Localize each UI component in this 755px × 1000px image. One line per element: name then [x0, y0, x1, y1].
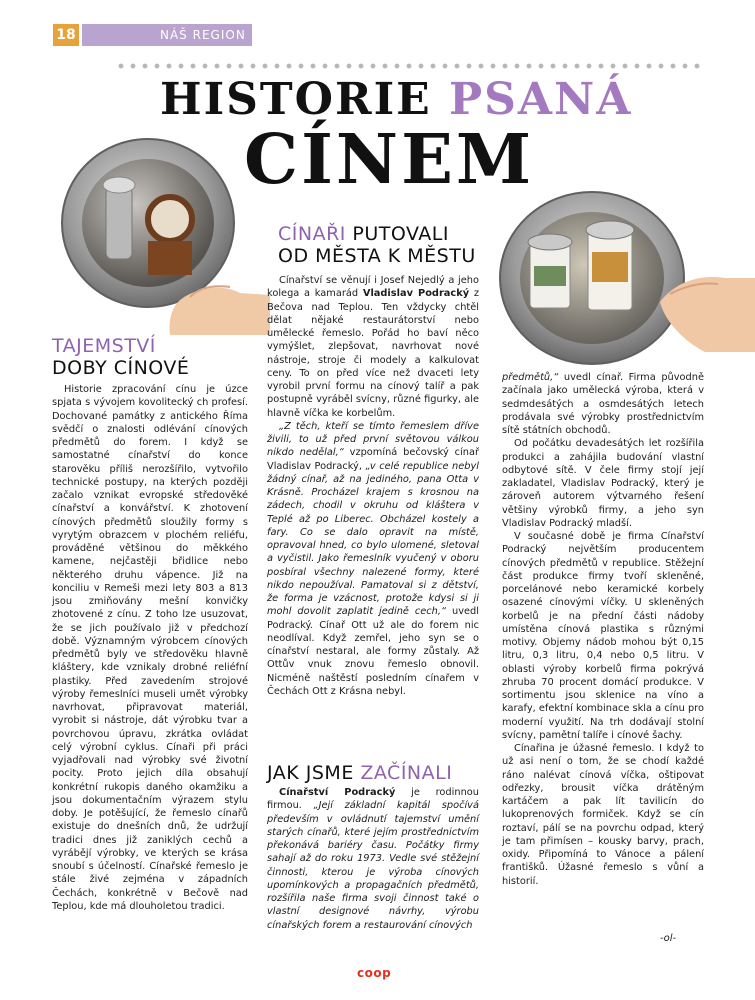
- text-run: uvedl cínař. Firma původně začínala jako umělecká výroba, která v sedmdesátých a osmdesátých letech prodávala své výrobky prostřednictvím sítě státních obchodů.: [502, 372, 704, 436]
- author-signature: -ol-: [660, 933, 677, 944]
- title-line-1: [160, 74, 633, 125]
- column-right-text: [502, 371, 704, 888]
- heading-doby-cinove: [52, 357, 189, 379]
- name-cinarstvi-podracky: Cínařství Podracký: [279, 787, 396, 798]
- paragraph: V současné době je firma Cínařství Podracký největším producentem cínových předmětů v republice. Stěžejní část produkce firmy tvoří skleněné, porcelánové nebo keramické korbely osazené cínovými víčky. U skleněných korbelů je na přední části nádoby umístěna cínová plastika s různými motivy. Objemy nádob mohou být 0,15 litru, 0,3 litru, 0,4 nebo 0,5 litru. V oblasti výroby korbelů firma pokrývá zhruba 70 procent domácí produkce. V sortimentu jsou sklenice na víno a karafy, efektní kombinace skla a cínu pro moderní využití. Na trh dodávají stolní svícny, pamětní talíře i cínové šachy.: [502, 531, 704, 741]
- paragraph: [502, 371, 704, 437]
- paragraph: [267, 420, 479, 698]
- heading-jak-jsme-black: JAK JSME: [267, 762, 361, 784]
- heading-od-mesta-black: OD MĚSTA K MĚSTU: [278, 245, 476, 267]
- heading-od-mesta: [278, 245, 476, 267]
- heading-tajemstvi: [52, 335, 156, 357]
- text-run: je rodinnou firmou.: [267, 787, 479, 812]
- quote-run: předmětů,“: [502, 372, 559, 383]
- heading-jak-jsme-zacinali: [267, 762, 452, 784]
- column-middle-text: [267, 274, 479, 698]
- heading-putovali-black: PUTOVALI: [345, 223, 449, 245]
- section-label: NÁŠ REGION: [82, 24, 252, 46]
- text-run: uvedl Podracký. Cínař Ott už ale do forem nic neodlíval. Když zemřel, jeho syn se o cínařství nestaral, ale formy zůstaly. Až Ottův vnuk znovu řemeslo obnovil. Nicméně naštěstí posledním cínařem v Čechách Ott z Krásna nebyl.: [267, 606, 479, 697]
- page-number: 18: [53, 24, 79, 46]
- heading-cinari-purple: CÍNAŘI: [278, 223, 346, 245]
- photo-pewter-plate-right: [490, 182, 755, 372]
- column-left-text: [52, 383, 248, 913]
- text-run: vzpomíná bečovský cínař Vladislav Podracký,: [267, 447, 479, 472]
- paragraph: Od počátku devadesátých let rozšířila produkci a zahájila budování vlastní odbytové sítě. V čele firmy stojí její zakladatel, Vladislav Podracký, který je zároveň autorem výtvarného řešení většiny výrobků firmy, a jeho syn Vladislav Podracký mladší.: [502, 438, 704, 529]
- paragraph: Historie zpracování cínu je úzce spjata s vývojem kovolitecký ch profesí. Dochované památky z antického Říma svědčí o znalosti odlévání cínových předmětů do forem. I když se samostatné cínařství do konce starověku příliš nerozšířilo, vytvořilo technické postupy, na kterých později začalo vznikat evropské středověké cínařství a konvářství. K zhotovení cínových předmětů sloužily formy s vyrytým obrazcem v plochém reliéfu, prováděné většinou do měkkého kamene, nejčastěji břidlice nebo některého druhu vápence. Již na konciliu v Remeši mezi lety 803 a 813 jsou zmiňovány mešní konvičky zhotovené z cínu. Z toho lze usuzovat, že se jich používalo již v předchozí době. Významným výrobcem cínových předmětů byly ve středověku hlavně kláštery, kde vznikaly drobné reliéfní plastiky. Před zavedením strojové výroby řemeslníci museli umět výrobky navrhovat, připravovat materiál, vyrobit si nástroje, dát výrobku tvar a povrchovou úpravu, zkrátka ovládat celý výrobní cyklus. Cínaři při práci vyjadřovali nad výrobky své životní pocity. Proto jejich díla obsahují konkrétní rukopis daného okamžiku a jsou dokumentačním výrazem stylu doby. Je potěšující, že řemeslo cínařů existuje do dnešních dnů, že udržují tradici dnes již zaniklých cechů a vyrábějí výrobky, ve kterých se krása snoubí s účelností. Cínařské řemeslo je stále živé zejména v západních Čechách, konkrétně v Bečově nad Teplou, kde má dlouholetou tradici.: [52, 384, 248, 912]
- heading-cinari-putovali: [278, 223, 449, 245]
- quote-run: „Z těch, kteří se tímto řemeslem dříve živili, to už před první světovou válkou nikdo nedělal,“: [267, 420, 479, 459]
- paragraph: [267, 786, 479, 932]
- title-historie: HISTORIE: [160, 74, 450, 125]
- paragraph: [267, 274, 479, 420]
- heading-zacinali-purple: ZAČÍNALI: [360, 762, 453, 784]
- photo-pewter-plate-left: [40, 135, 270, 335]
- heading-doby-cinove-black: DOBY CÍNOVÉ: [52, 357, 190, 379]
- quote-run: „Její základní kapitál spočívá především v ovládnutí tajemství umění starých cínařů, které jejím prostřednictvím překonává bariéry času. Počátky firmy sahají až do roku 1973. Vedle své stěžejní činnosti, kterou je výroba cínových upomínkových a propagačních předmětů, rozšířila naše firma svoji činnost také o vlastní designové návrhy, výrobu cínařských forem a restaurování cínových: [267, 800, 479, 931]
- column-middle-text-2: [267, 786, 479, 932]
- title-psana: PSANÁ: [449, 74, 633, 125]
- name-vladislav-podracky: Vladislav Podracký: [362, 288, 470, 300]
- title-line-2: CÍNEM: [244, 120, 535, 200]
- quote-run: „v celé republice nebyl žádný cínař, až na jediného, pana Otta v Krásně. Procházel krajem s krosnou na zádech, chodil v okruhu od kláštera v Teplé až po Liberec. Obcházel kostely a fary. Co se dalo opravit na místě, opravoval hned, co bylo ulomené, sletoval a vyčistil. Jako řemeslník vyučený v oboru posbíral všechny nalezené formy, které nikdo nepoužíval. Pamatoval si z dětství, že forma je vzácnost, protože kdysi si ji mohl dovolit zaplatit jedině cech,“: [267, 460, 479, 618]
- text-run: Cínařství se věnují i Josef Nejedlý a jeho kolega a kamarád: [267, 275, 479, 300]
- text-run: z Bečova nad Teplou. Ten vždycky chtěl dělat nějaké restaurátorství nebo umělecké řemeslo. Pořád ho baví něco vymýšlet, zlepšovat, navrhovat nové nástroje, stroje či modely a kalkulovat ceny. To on před více než dvaceti lety vyrobil první formu na cínový talíř a pak postupně vyráběl svícny, různé figurky, ale hlavně víčka ke korbelům.: [267, 288, 479, 419]
- dotted-divider-top: [115, 60, 705, 72]
- heading-tajemstvi-purple: TAJEMSTVÍ: [52, 335, 156, 357]
- paragraph: Cínařina je úžasné řemeslo. I když to už asi není o tom, že se chodí každé ráno nalévat cínová víčka, oštipovat odřezky, brousit víčka drátěným kartáčem a pak lít tavilicín do lukoprenových formiček. Když se cín roztaví, pálí se na povrchu odpad, který je tam přimísen – kousky barvy, prach, oxidy. Připomíná to Vánoce a pálení františků. Úžasné řemeslo s vůní a historií.: [502, 743, 704, 887]
- coop-logo: coop: [357, 966, 392, 980]
